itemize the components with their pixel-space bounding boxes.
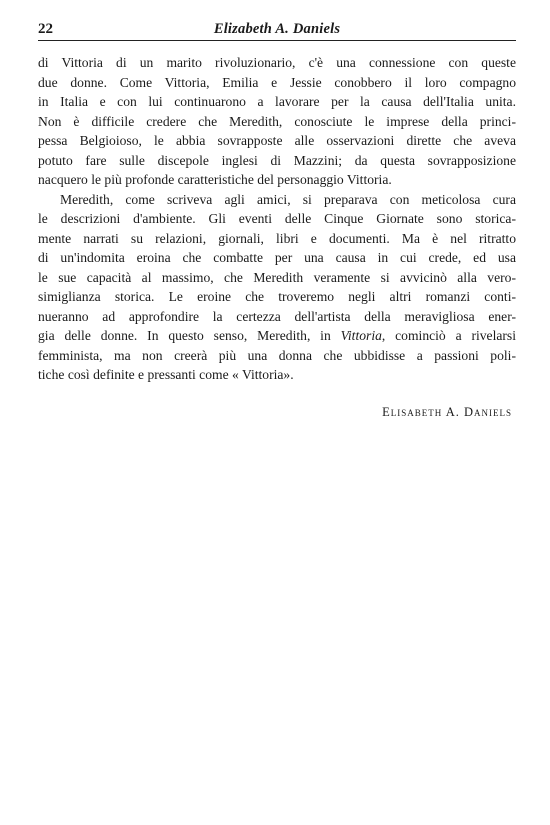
text-line: le descrizioni d'ambiente. Gli eventi delle Cinque Giornate sono storica-	[38, 211, 516, 226]
text-line: nacquero le più profonde caratteristiche del personaggio Vittoria.	[38, 172, 392, 187]
text-line: due donne. Come Vittoria, Emilia e Jessie conobbero il loro compagno	[38, 74, 516, 90]
running-head	[38, 18, 516, 41]
text-line: di Vittoria di un marito rivoluzionario, c'è una connessione con queste	[38, 55, 516, 70]
text-segment: , cominciò a rivelarsi	[381, 328, 516, 343]
paragraph-1	[38, 53, 516, 190]
text-line: Non è difficile credere che Meredith, conosciute le imprese della princi-	[38, 113, 516, 129]
text-segment: gia delle donne. In questo senso, Meredith, in	[38, 328, 331, 343]
text-line: Meredith, come scriveva agli amici, si preparava con meticolosa cura	[60, 191, 516, 207]
page-number: 22	[38, 21, 53, 37]
author-signature: Elisabeth A. Daniels	[382, 404, 512, 419]
novel-title: Vittoria	[340, 328, 382, 343]
text-line: mente narrati su relazioni, giornali, libri e documenti. Ma è nel ritratto	[38, 230, 516, 246]
page	[38, 18, 516, 420]
text-line: potuto fare sulle discepole inglesi di Mazzini; da questa sovrapposizione	[38, 152, 516, 168]
text-line-with-title	[38, 326, 516, 346]
text-line: femminista, ma non creerà più una donna che ubbidisse a passioni poli-	[38, 347, 516, 363]
text-line: di un'indomita eroina che combatte per una causa in cui crede, ed usa	[38, 250, 516, 265]
paragraph-2	[38, 190, 516, 385]
running-title: Elizabeth A. Daniels	[213, 21, 341, 37]
text-line: simiglianza storica. Le eroine che troveremo negli altri romanzi conti-	[38, 289, 516, 304]
text-line: nueranno ad approfondire la certezza dell'artista della meravigliosa ener-	[38, 308, 516, 324]
text-line: tiche così definite e pressanti come « Vittoria».	[38, 367, 294, 382]
text-line: pessa Belgioioso, le abbia sovrapposte alle osservazioni dirette che aveva	[38, 133, 516, 148]
text-line: in Italia e con lui continuarono a lavorare per la causa dell'Italia unita.	[38, 94, 516, 109]
text-line: le sue capacità al massimo, che Meredith veramente si avvicinò alla vero-	[38, 269, 516, 285]
body-text	[38, 53, 516, 385]
